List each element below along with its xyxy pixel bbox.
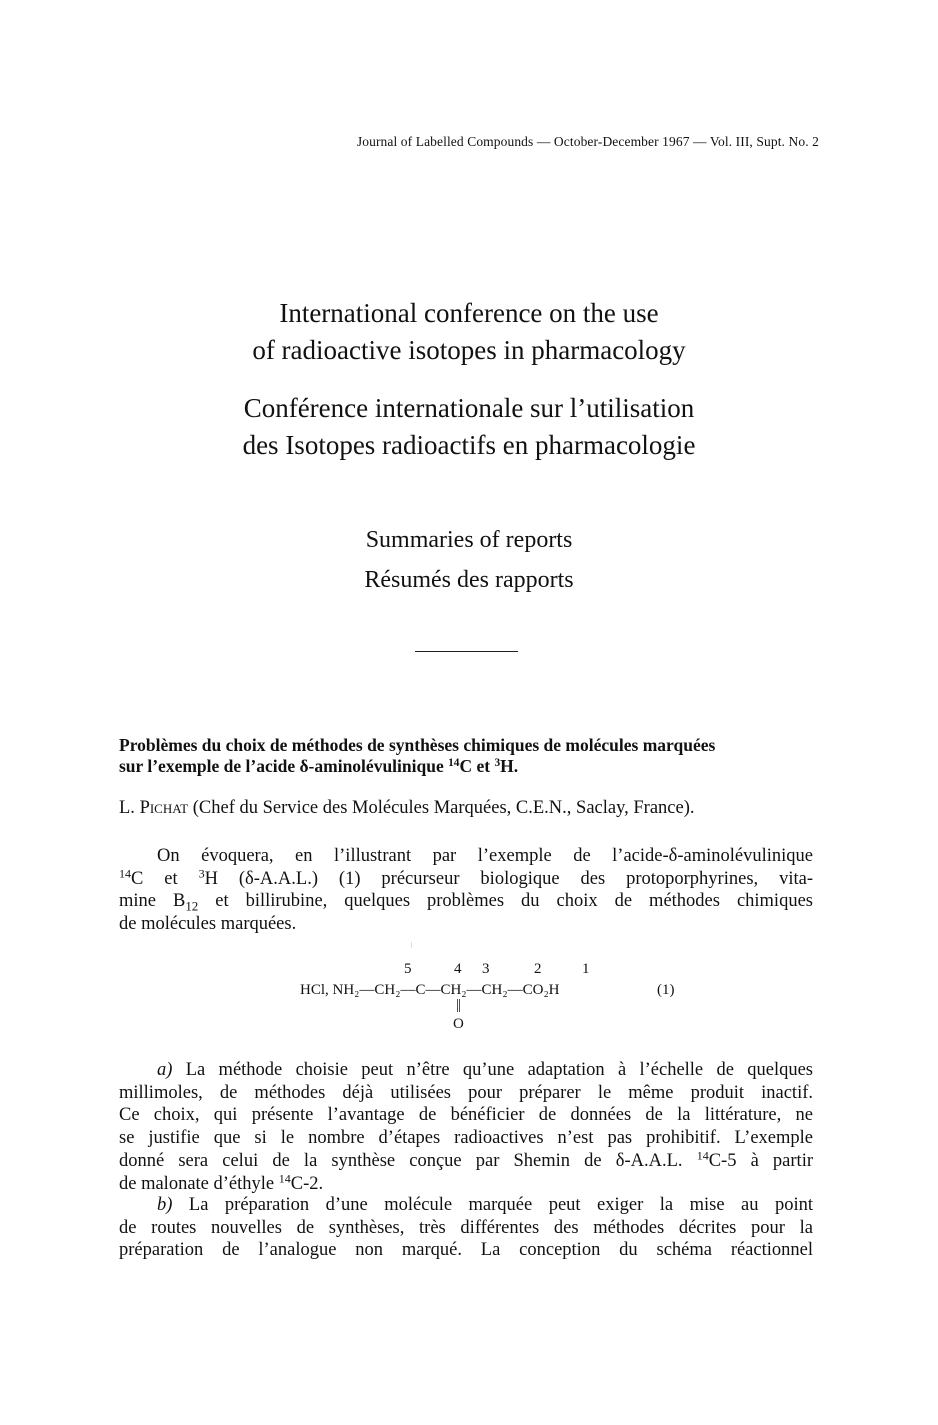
summaries-english: Summaries of reports: [365, 527, 573, 553]
isotope-superscript: 3: [494, 756, 501, 769]
carbon-number-5: 5: [404, 961, 412, 977]
section-divider: [415, 651, 518, 652]
paragraph-a-line-5: [119, 1150, 813, 1173]
paragraph-a-text: C-5 à partir: [708, 1150, 813, 1171]
formula-chain: HCl, NH₂—CH₂—C—CH₂—CH₂—CO₂H: [300, 982, 560, 998]
author-affiliation: (Chef du Service des Molécules Marquées, C.E.N., Saclay, France).: [188, 798, 695, 818]
intro-paragraph: [119, 845, 813, 936]
paragraph-a-text: de malonate d’éthyle: [119, 1173, 279, 1194]
paragraph-b: [119, 1194, 813, 1262]
summaries-heading: [0, 520, 938, 600]
article-title-line-2: [119, 756, 819, 777]
paragraph-a-text: La méthode choisie peut n’être qu’une adaptation à l’échelle de quelques: [172, 1060, 813, 1080]
article-title-text: H.: [500, 756, 519, 776]
isotope-superscript: 3: [198, 866, 205, 881]
author-line: [119, 798, 695, 819]
intro-text: mine B: [119, 891, 186, 912]
article-title: [119, 735, 819, 777]
isotope-superscript: 14: [448, 756, 460, 769]
carbon-number-2: 2: [534, 961, 542, 977]
isotope-superscript: 14: [119, 866, 132, 881]
isotope-superscript: 14: [278, 1170, 291, 1185]
intro-line-3: [119, 890, 813, 913]
intro-text: H (δ-A.A.L.) (1) précurseur biologique des protoporphyrines, vita-: [204, 868, 813, 889]
summaries-french: Résumés des rapports: [364, 567, 574, 593]
article-title-text: sur l’exemple de l’acide δ-aminolévulinique: [119, 756, 449, 776]
article-title-text: C et: [459, 756, 495, 776]
running-head: Journal of Labelled Compounds — October-December 1967 — Vol. III, Supt. No. 2: [356, 134, 819, 149]
chemical-formula: [300, 958, 720, 1038]
paragraph-a-line-1: [119, 1059, 813, 1082]
conference-title-french: [0, 390, 938, 464]
paragraph-a-line-6: [119, 1170, 813, 1196]
paragraph-b-line-1: [119, 1194, 813, 1217]
paragraph-b-label: b): [157, 1195, 173, 1215]
paragraph-a-label: a): [157, 1060, 173, 1080]
oxygen-atom: O: [453, 1016, 464, 1032]
carbon-number-4: 4: [454, 961, 462, 977]
intro-text: et billirubine, quelques problèmes du choix de méthodes chimiques: [198, 891, 813, 912]
intro-line-1: On évoquera, en l’illustrant par l’exemple de l’acide-δ-aminolévulinique: [157, 846, 813, 866]
intro-text: C et: [131, 868, 199, 889]
double-bond: ||: [456, 997, 461, 1013]
conference-title-french-line-1: Conférence internationale sur l’utilisation: [243, 393, 695, 423]
intro-line-4: de molécules marquées.: [119, 914, 297, 935]
author-initial: L.: [119, 798, 140, 818]
paragraph-a-line-4: se justifie que si le nombre d’étapes radioactives n’est pas prohibitif. L’exemple: [119, 1128, 813, 1149]
conference-title-english-line-1: International conference on the use: [279, 298, 659, 328]
conference-title-english: [0, 295, 938, 369]
paragraph-b-line-3: préparation de l’analogue non marqué. La conception du schéma réactionnel: [119, 1240, 813, 1261]
conference-title-english-line-2: of radioactive isotopes in pharmacology: [252, 335, 686, 365]
subscript: 12: [185, 898, 199, 914]
author-surname: Pichat: [139, 798, 189, 818]
formula-reference: (1): [657, 982, 675, 998]
article-title-line-1: Problèmes du choix de méthodes de synthèses chimiques de molécules marquées: [119, 735, 716, 755]
paragraph-a: [119, 1059, 813, 1195]
paragraph-a-line-3: Ce choix, qui présente l’avantage de bénéficier de données de la littérature, ne: [119, 1105, 813, 1126]
paragraph-a-line-2: millimoles, de méthodes déjà utilisées pour préparer le même produit inactif.: [119, 1082, 813, 1103]
scan-mark: [411, 942, 412, 948]
carbon-number-1: 1: [582, 961, 590, 977]
paragraph-a-text: donné sera celui de la synthèse conçue par Shemin de δ-A.A.L.: [119, 1150, 697, 1171]
paragraph-b-line-2: de routes nouvelles de synthèses, très différentes des méthodes décrites pour la: [119, 1217, 813, 1238]
carbon-number-3: 3: [482, 961, 490, 977]
paragraph-b-text: La préparation d’une molécule marquée peut exiger la mise au point: [172, 1195, 813, 1215]
conference-title-french-line-2: des Isotopes radioactifs en pharmacologie: [242, 430, 696, 460]
isotope-superscript: 14: [696, 1148, 709, 1163]
paragraph-a-text: C-2.: [290, 1173, 324, 1194]
intro-line-2: [119, 868, 813, 891]
